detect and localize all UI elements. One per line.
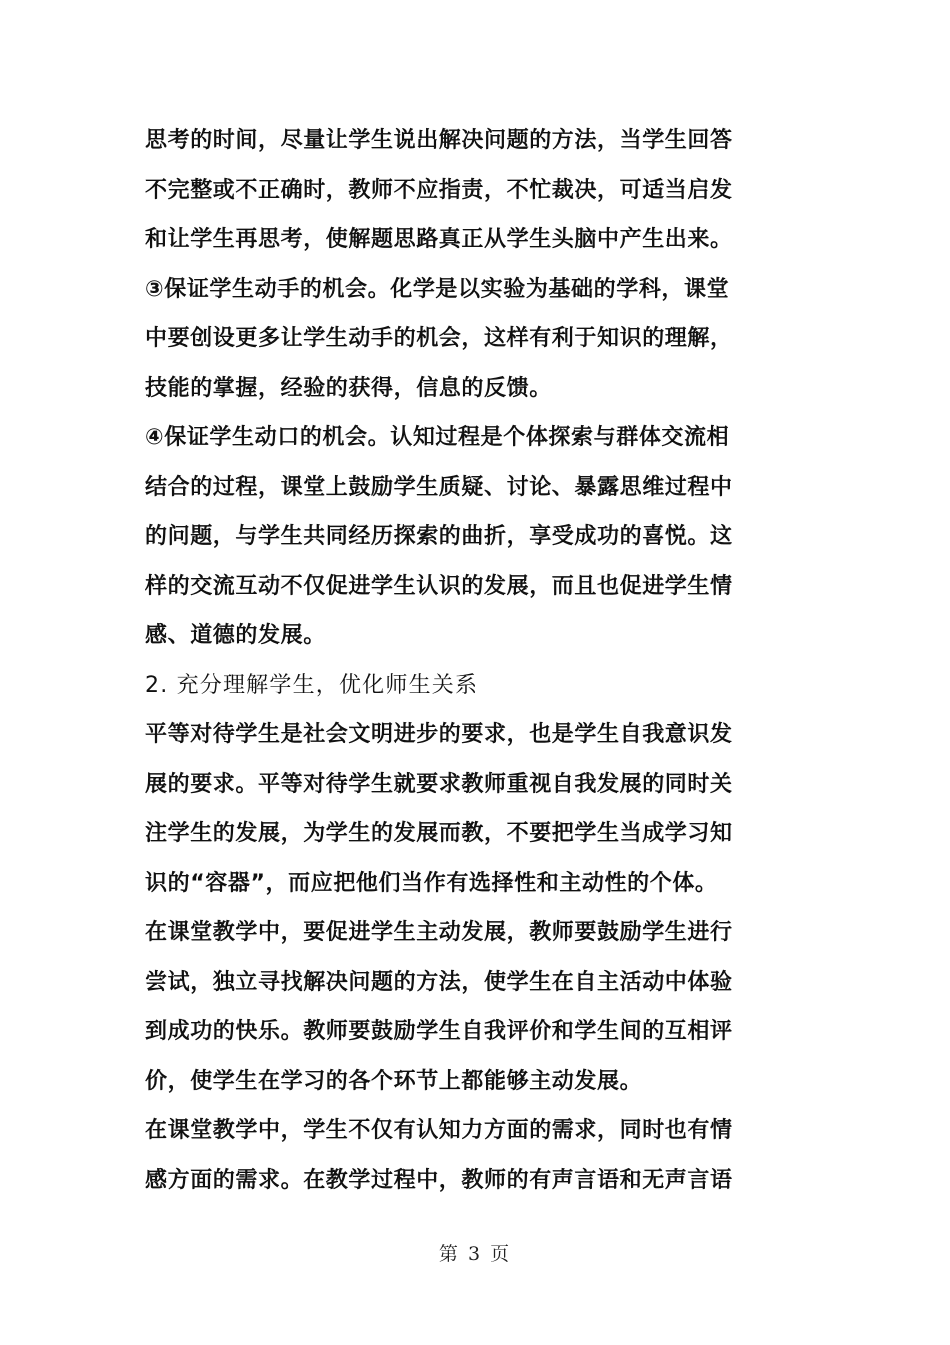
text-line: 识的“容器”，而应把他们当作有选择性和主动性的个体。	[145, 870, 718, 896]
text-line: 价，使学生在学习的各个环节上都能够主动发展。	[145, 1068, 643, 1094]
text-line: 中要创设更多让学生动手的机会，这样有利于知识的理解，	[145, 326, 733, 351]
text-line: 思考的时间，尽量让学生说出解决问题的方法，当学生回答	[145, 128, 733, 153]
text-line: 和让学生再思考，使解题思路真正从学生头脑中产生出来。	[145, 227, 733, 252]
section-heading: 2. 充分理解学生，优化师生关系	[145, 672, 479, 698]
text-line: ④保证学生动口的机会。认知过程是个体探索与群体交流相	[145, 425, 730, 450]
text-line: 技能的掌握，经验的获得，信息的反馈。	[145, 375, 552, 401]
text-line: 在课堂教学中，要促进学生主动发展，教师要鼓励学生进行	[145, 920, 733, 945]
text-line: 平等对待学生是社会文明进步的要求，也是学生自我意识发	[145, 722, 733, 747]
text-line: 不完整或不正确时，教师不应指责，不忙裁决，可适当启发	[145, 177, 733, 203]
text-line: 到成功的快乐。教师要鼓励学生自我评价和学生间的互相评	[145, 1019, 733, 1044]
text-line: 的问题，与学生共同经历探索的曲折，享受成功的喜悦。这	[145, 524, 733, 549]
text-line: 在课堂教学中，学生不仅有认知力方面的需求，同时也有情	[145, 1118, 733, 1143]
text-line: 结合的过程，课堂上鼓励学生质疑、讨论、暴露思维过程中	[145, 474, 733, 500]
text-line: 感、道德的发展。	[145, 623, 326, 648]
body-text	[145, 116, 810, 1205]
text-line: 注学生的发展，为学生的发展而教，不要把学生当成学习知	[145, 821, 733, 846]
text-line: 感方面的需求。在教学过程中，教师的有声言语和无声言语	[145, 1167, 733, 1193]
text-line: 展的要求。平等对待学生就要求教师重视自我发展的同时关	[145, 771, 733, 797]
text-line: 样的交流互动不仅促进学生认识的发展，而且也促进学生情	[145, 573, 733, 599]
page-number: 第 3 页	[438, 1243, 512, 1265]
text-line: 尝试，独立寻找解决问题的方法，使学生在自主活动中体验	[145, 969, 733, 995]
text-line: ③保证学生动手的机会。化学是以实验为基础的学科，课堂	[145, 276, 730, 302]
